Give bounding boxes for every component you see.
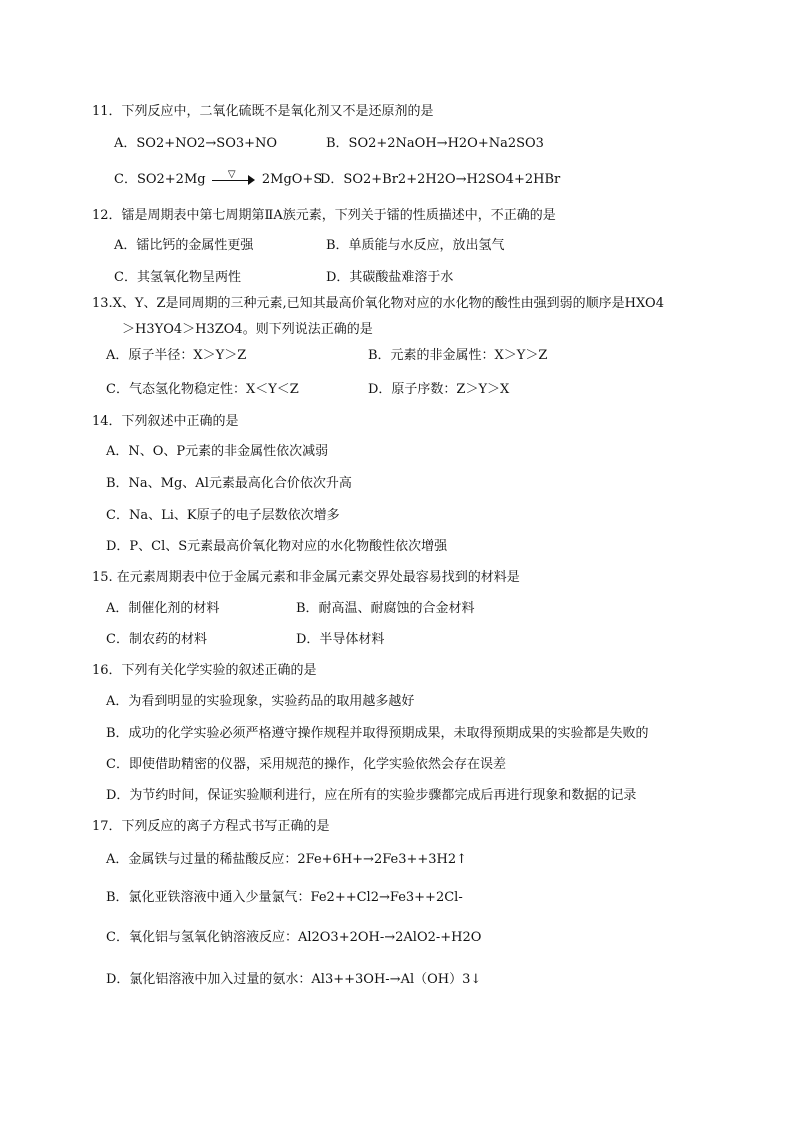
question-16-option-b: B．成功的化学实验必须严格遵守操作规程并取得预期成果，未取得预期成果的实验都是失败的: [106, 726, 649, 741]
question-11-option-c: [114, 168, 323, 188]
question-13-option-a: A．原子半径：X＞Y＞Z: [106, 348, 247, 363]
question-17-option-a: A．金属铁与过量的稀盐酸反应：2Fe+6H+→2Fe3++3H2↑: [106, 852, 468, 867]
question-15-option-c: C．制农药的材料: [106, 632, 207, 647]
question-12-option-c: C．其氢氧化物呈两性: [114, 270, 241, 285]
question-13-option-c: C．气态氢化物稳定性：X＜Y＜Z: [106, 382, 299, 397]
question-17-option-c: C．氧化铝与氢氧化钠溶液反应：Al2O3+2OH-→2AlO2-+H2O: [106, 930, 482, 945]
question-12-stem: 12．镭是周期表中第七周期第ⅡA族元素，下列关于镭的性质描述中，不正确的是: [92, 208, 556, 223]
question-11-option-c-left: C．SO2+2Mg: [114, 172, 206, 187]
question-11-option-d: D．SO2+Br2+2H2O→H2SO4+2HBr: [320, 172, 561, 187]
question-16-stem: 16．下列有关化学实验的叙述正确的是: [92, 663, 317, 678]
question-14-option-c: C．Na、Li、K原子的电子层数依次增多: [106, 508, 340, 523]
question-14-option-a: A．N、O、P元素的非金属性依次减弱: [106, 444, 329, 459]
question-15-option-b: B．耐高温、耐腐蚀的合金材料: [296, 601, 475, 616]
question-15-option-d: D．半导体材料: [296, 632, 385, 647]
question-14-stem: 14．下列叙述中正确的是: [92, 414, 239, 429]
question-14-option-b: B．Na、Mg、Al元素最高化合价依次升高: [106, 476, 352, 491]
question-16-option-a: A．为看到明显的实验现象，实验药品的取用越多越好: [106, 694, 415, 709]
question-13-option-b: B．元素的非金属性：X＞Y＞Z: [368, 348, 548, 363]
question-17-option-d: D．氯化铝溶液中加入过量的氨水：Al3++3OH-→Al（OH）3↓: [106, 972, 482, 987]
question-16-option-d: D．为节约时间，保证实验顺利进行，应在所有的实验步骤都完成后再进行现象和数据的记录: [106, 788, 637, 803]
question-13-option-d: D．原子序数：Z＞Y＞X: [368, 382, 510, 397]
question-16-option-c: C．即使借助精密的仪器，采用规范的操作，化学实验依然会存在误差: [106, 757, 506, 772]
question-17-stem: 17．下列反应的离子方程式书写正确的是: [92, 819, 330, 834]
question-11-option-c-right: 2MgO+S: [261, 172, 323, 187]
question-15-option-a: A．制催化剂的材料: [106, 601, 220, 616]
question-15-stem: 15. 在元素周期表中位于金属元素和非金属元素交界处最容易找到的材料是: [92, 570, 520, 585]
question-13-stem-line-1: 13.X、Y、Z是同周期的三种元素,已知其最高价氧化物对应的水化物的酸性由强到弱的顺序是HXO4: [92, 296, 664, 311]
heating-arrow-icon: [212, 168, 256, 187]
question-12-option-b: B．单质能与水反应，放出氢气: [326, 238, 505, 253]
question-11-option-b: B．SO2+2NaOH→H2O+Na2SO3: [326, 136, 544, 151]
question-11-option-a: A．SO2+NO2→SO3+NO: [114, 136, 278, 151]
question-12-option-d: D．其碳酸盐难溶于水: [326, 270, 454, 285]
heating-symbol: ▽: [227, 168, 236, 180]
question-11-stem: 11．下列反应中，二氧化硫既不是氧化剂又不是还原剂的是: [92, 104, 434, 119]
question-14-option-d: D．P、Cl、S元素最高价氧化物对应的水化物酸性依次增强: [106, 539, 448, 554]
question-17-option-b: B．氯化亚铁溶液中通入少量氯气：Fe2++Cl2→Fe3++2Cl-: [106, 890, 463, 905]
question-12-option-a: A．镭比钙的金属性更强: [114, 238, 254, 253]
question-13-stem-line-2: ＞H3YO4＞H3ZO4。则下列说法正确的是: [122, 322, 373, 337]
